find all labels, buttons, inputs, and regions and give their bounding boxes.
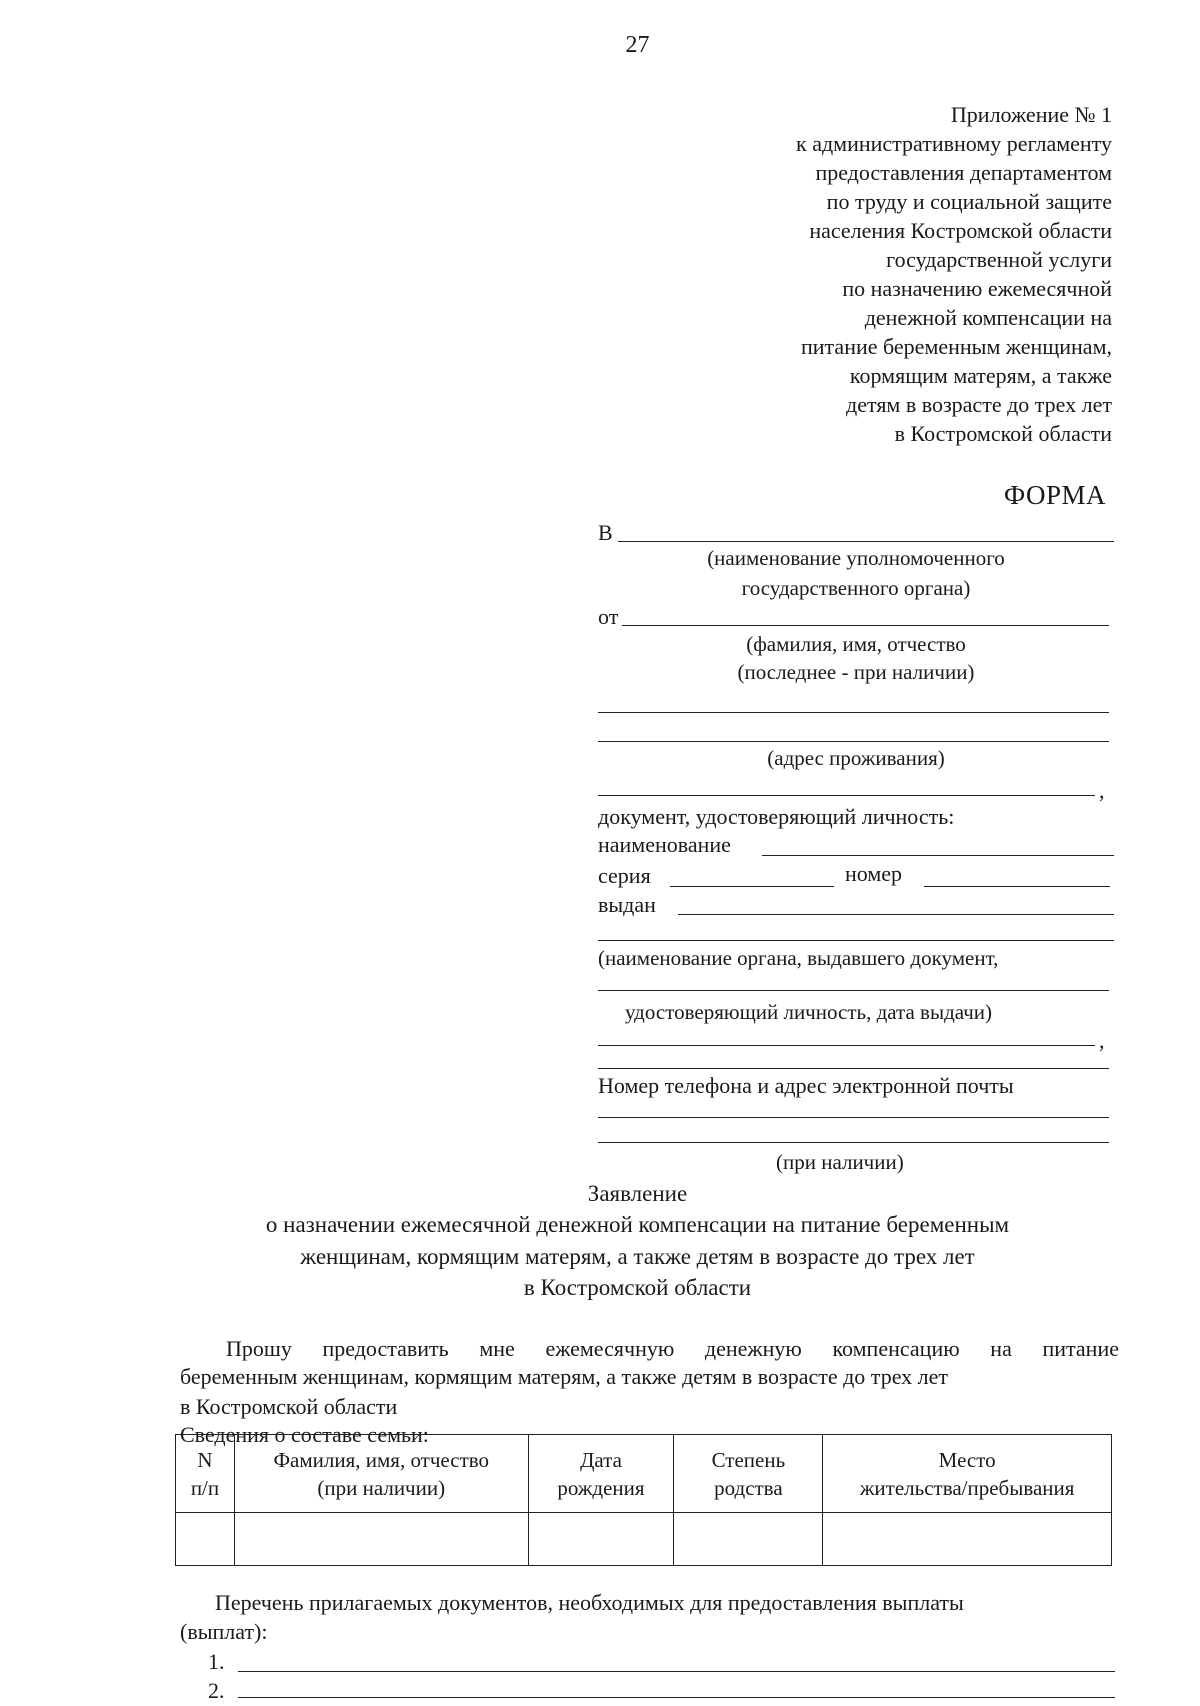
phone-caption: (при наличии) [776, 1150, 904, 1174]
address-field-3[interactable] [598, 795, 1095, 796]
id-issued-field[interactable] [678, 914, 1114, 915]
family-table [175, 1434, 1112, 1566]
appendix-line: детям в возрасте до трех лет [846, 392, 1112, 417]
table-row [176, 1513, 1112, 1566]
form-label: ФОРМА [1003, 480, 1106, 510]
appendix-line: населения Костромской области [809, 218, 1112, 243]
appendix-line: предоставления департаментом [815, 160, 1112, 185]
to-prefix: В [598, 520, 613, 545]
id-series-label: серия [598, 863, 651, 888]
appendix-line: государственной услуги [886, 247, 1112, 272]
from-prefix: от [598, 604, 619, 629]
application-subtitle-2: женщинам, кормящим матерям, а также детям в возрасте до трех лет [300, 1244, 975, 1269]
applicant-name-field[interactable] [622, 625, 1109, 626]
header-cell-birth-date: Дата рождения [528, 1435, 674, 1513]
table-header-row [176, 1435, 1112, 1513]
appendix-reference [796, 100, 1112, 448]
id-name-label: наименование [598, 832, 731, 857]
header-cell-number: N п/п [176, 1435, 235, 1513]
id-number-label: номер [845, 861, 903, 886]
recipient-caption-1: (наименование уполномоченного [707, 546, 1005, 570]
id-number-field[interactable] [924, 886, 1110, 887]
comma: , [1099, 1028, 1105, 1053]
page-number: 27 [625, 32, 650, 58]
table-cell[interactable] [823, 1513, 1112, 1566]
header-cell-full-name: Фамилия, имя, отчество (при наличии) [234, 1435, 528, 1513]
id-name-field[interactable] [762, 855, 1114, 856]
recipient-caption-2: государственного органа) [741, 576, 971, 600]
id-issuer-field-4[interactable] [598, 1068, 1109, 1069]
issuer-caption-2: удостоверяющий личность, дата выдачи) [625, 1000, 993, 1024]
address-caption: (адрес проживания) [767, 746, 945, 770]
header-cell-residence: Место жительства/пребывания [823, 1435, 1112, 1513]
appendix-line: Приложение № 1 [950, 102, 1112, 127]
request-line-1: Прошу предоставить мне ежемесячную денежную компенсацию на питание [226, 1336, 1119, 1361]
document-item-number: 1. [208, 1649, 225, 1674]
phone-field-1[interactable] [598, 1117, 1109, 1118]
header-cell-relationship: Степень родства [674, 1435, 823, 1513]
id-issuer-field-1[interactable] [598, 940, 1114, 941]
documents-heading-1: Перечень прилагаемых документов, необходимых для предоставления выплаты [215, 1590, 964, 1615]
appendix-line: кормящим матерям, а также [849, 363, 1112, 388]
recipient-field[interactable] [618, 541, 1114, 542]
applicant-caption-2: (последнее - при наличии) [737, 660, 975, 684]
table-cell[interactable] [674, 1513, 823, 1566]
id-issuer-field-3[interactable] [598, 1045, 1095, 1046]
application-subtitle-3: в Костромской области [523, 1275, 752, 1300]
appendix-line: в Костромской области [894, 421, 1112, 446]
id-series-field[interactable] [670, 886, 834, 887]
address-field-2[interactable] [598, 741, 1109, 742]
applicant-caption-1: (фамилия, имя, отчество [746, 632, 966, 656]
phone-field-2[interactable] [598, 1142, 1109, 1143]
appendix-line: питание беременным женщинам, [801, 334, 1112, 359]
document-item-field[interactable] [238, 1671, 1115, 1672]
address-field-1[interactable] [598, 712, 1109, 713]
documents-heading-2: (выплат): [180, 1619, 268, 1644]
request-line-2: беременным женщинам, кормящим матерям, а также детям в возрасте до трех лет [180, 1364, 949, 1389]
id-issued-label: выдан [598, 892, 656, 917]
table-cell[interactable] [234, 1513, 528, 1566]
id-issuer-field-2[interactable] [598, 990, 1109, 991]
id-document-heading: документ, удостоверяющий личность: [598, 804, 955, 829]
appendix-line: денежной компенсации на [864, 305, 1112, 330]
family-heading: Сведения о составе семьи: [180, 1422, 429, 1447]
request-line-3: в Костромской области [180, 1394, 398, 1419]
table-cell[interactable] [528, 1513, 674, 1566]
appendix-line: к административному регламенту [796, 131, 1112, 156]
table-cell[interactable] [176, 1513, 235, 1566]
phone-heading: Номер телефона и адрес электронной почты [598, 1073, 1014, 1098]
document-item-number: 2. [208, 1678, 225, 1703]
application-title: Заявление [587, 1181, 688, 1206]
appendix-line: по труду и социальной защите [826, 189, 1112, 214]
comma: , [1099, 778, 1105, 803]
issuer-caption-1: (наименование органа, выдавшего документ, [598, 946, 999, 970]
appendix-line: по назначению ежемесячной [842, 276, 1112, 301]
application-subtitle-1: о назначении ежемесячной денежной компенсации на питание беременным [265, 1212, 1010, 1237]
